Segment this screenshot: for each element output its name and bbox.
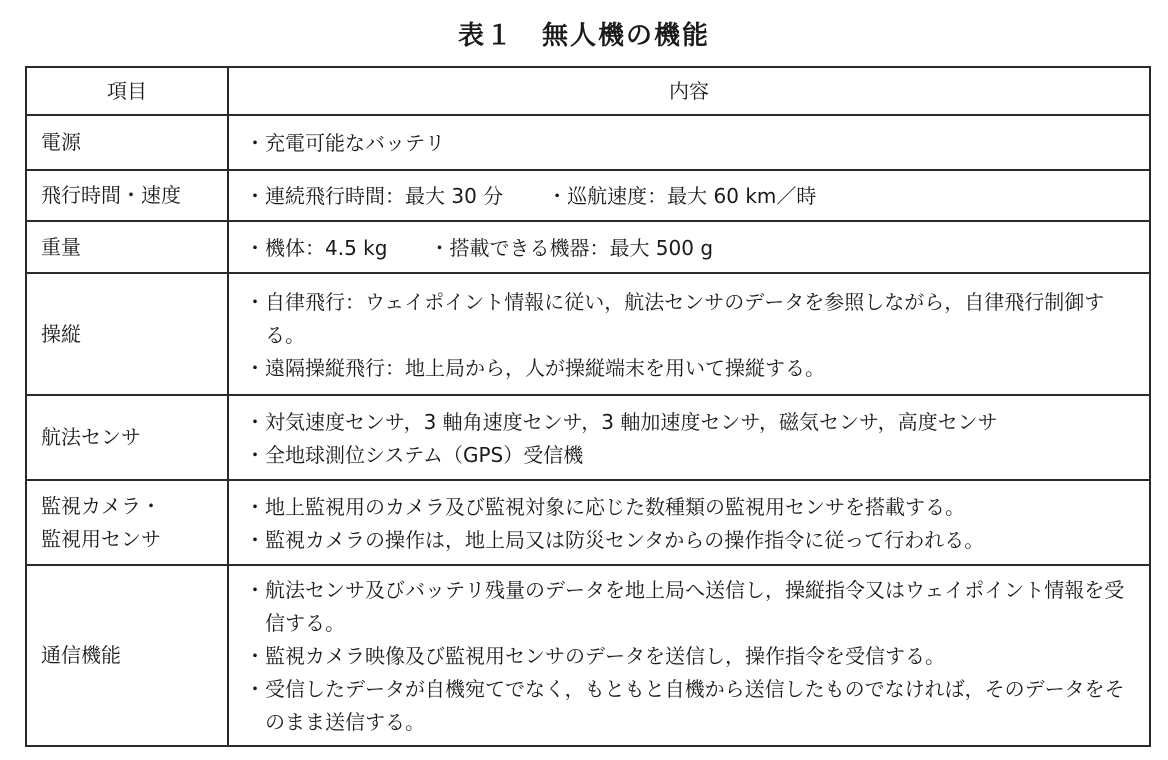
table-caption: 表１ 無人機の機能 <box>457 21 710 51</box>
bullet-text: 監視カメラ映像及び監視用センサのデータを送信し，操作指令を受信する。 <box>265 644 945 668</box>
bullet-item <box>245 180 1139 213</box>
table-row-power <box>26 115 1150 170</box>
table-row-weight <box>26 221 1150 273</box>
table-row-navsensor <box>26 395 1150 480</box>
header-row <box>26 67 1150 115</box>
bullet-text: 地上監視用のカメラ及び監視対象に応じた数種類の監視用センサを搭載する。 <box>265 494 965 519</box>
bullet-text: 受信したデータが自機宛てでなく，もともと自機から送信したものでなければ，そのデータをそのまま送信する。 <box>265 677 1125 734</box>
row-label-navsensor: 航法センサ <box>26 395 228 480</box>
bullet-item <box>245 352 1139 385</box>
bullet-text: 充電可能なバッテリ <box>265 131 445 155</box>
bullet-dot: ・ <box>245 644 265 668</box>
bullet-item <box>245 286 1139 352</box>
bullet-item <box>245 491 1139 524</box>
bullet-dot: ・ <box>245 235 265 260</box>
row-content-navsensor <box>228 395 1150 480</box>
bullet-text: 遠隔操縦飛行：地上局から，人が操縦端末を用いて操縦する。 <box>265 355 825 380</box>
bullet-item <box>245 574 1139 640</box>
bullet-dot: ・ <box>245 677 265 701</box>
bullet-dot: ・ <box>429 235 450 260</box>
bullet-dot: ・ <box>245 494 265 519</box>
bullet-dot: ・ <box>245 355 265 380</box>
bullet-text: 航法センサ及びバッテリ残量のデータを地上局へ送信し，操縦指令又はウェイポイント情報を受信する。 <box>265 578 1125 635</box>
row-content-power <box>228 115 1150 170</box>
row-label-comm: 通信機能 <box>26 565 228 746</box>
row-label-camera-line2: 監視用センサ <box>41 526 161 551</box>
row-label-weight: 重量 <box>26 221 228 273</box>
row-content-comm <box>228 565 1150 746</box>
row-content-camera <box>228 480 1150 565</box>
bullet-text: 全地球測位システム（GPS）受信機 <box>265 442 584 467</box>
row-content-weight <box>228 221 1150 273</box>
bullet-dot: ・ <box>245 409 265 434</box>
bullet-dot: ・ <box>245 442 265 467</box>
table-row-control <box>26 273 1150 395</box>
header-content: 内容 <box>228 67 1150 115</box>
bullet-dot: ・ <box>245 527 265 552</box>
bullet-item <box>245 406 1139 439</box>
header-item: 項目 <box>26 67 228 115</box>
bullet-text: 対気速度センサ，3 軸角速度センサ，3 軸加速度センサ，磁気センサ，高度センサ <box>265 409 998 434</box>
bullet-item <box>245 640 1139 673</box>
row-content-flight <box>228 170 1150 221</box>
bullet-item <box>245 673 1139 739</box>
bullet-dot: ・ <box>245 289 265 314</box>
bullet-text: 連続飛行時間：最大 30 分 <box>265 184 504 208</box>
table-row-comm <box>26 565 1150 746</box>
row-label-camera-line1: 監視カメラ・ <box>41 493 161 518</box>
table-row-camera <box>26 480 1150 565</box>
row-label-control: 操縦 <box>26 273 228 395</box>
bullet-text: 自律飛行：ウェイポイント情報に従い，航法センサのデータを参照しながら，自律飛行制御する。 <box>265 289 1105 347</box>
bullet-dot: ・ <box>245 184 265 208</box>
bullet-text: 巡航速度：最大 60 km／時 <box>567 184 817 208</box>
bullet-text: 監視カメラの操作は，地上局又は防災センタからの操作指令に従って行われる。 <box>265 527 985 552</box>
bullet-item <box>245 232 1139 265</box>
bullet-text: 搭載できる機器：最大 500 g <box>449 235 714 260</box>
bullet-dot: ・ <box>547 184 568 208</box>
bullet-item <box>245 439 1139 472</box>
drone-function-table <box>25 66 1151 747</box>
bullet-dot: ・ <box>245 131 265 155</box>
bullet-item <box>245 127 1139 160</box>
row-content-control <box>228 273 1150 395</box>
bullet-dot: ・ <box>245 578 265 602</box>
bullet-item <box>245 524 1139 557</box>
row-label-power: 電源 <box>26 115 228 170</box>
row-label-flight: 飛行時間・速度 <box>26 170 228 221</box>
bullet-text: 機体：4.5 kg <box>265 235 388 260</box>
row-label-camera <box>26 480 228 565</box>
table-row-flight <box>26 170 1150 221</box>
